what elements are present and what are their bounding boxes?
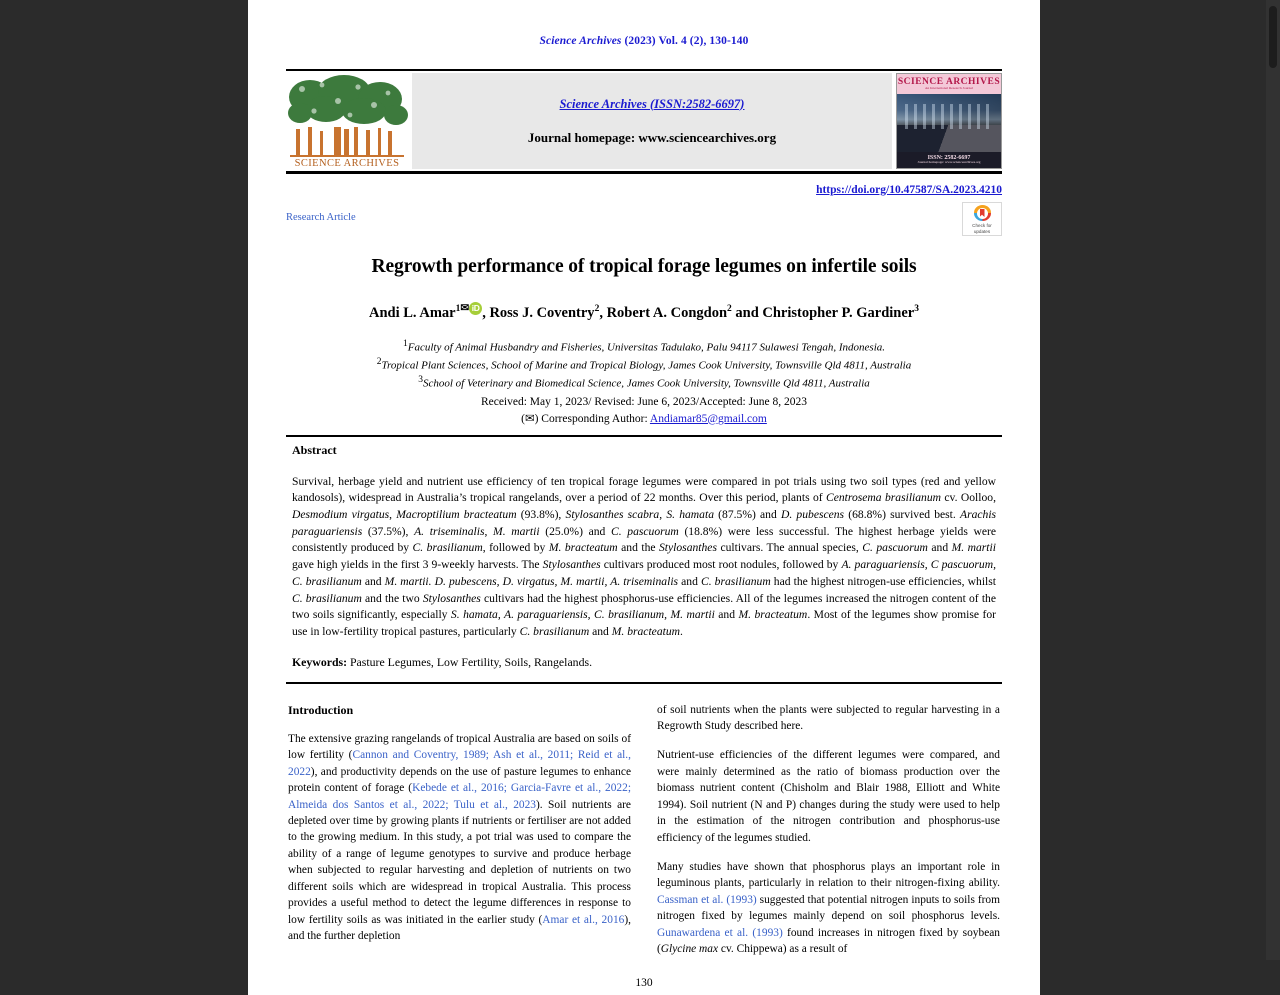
species-name: Desmodium virgatus xyxy=(292,508,390,522)
text-run: had the highest nitrogen-use efficiencies, whilst xyxy=(770,574,997,588)
species-name: S. hamata xyxy=(666,508,714,522)
species-name: A. paraguariensis, C pascuorum, C. brasilianum xyxy=(292,558,996,588)
species-name: C. pascuorum xyxy=(862,541,928,555)
orcid-icon[interactable]: iD xyxy=(469,302,482,315)
author-1-affil-marker: 1 xyxy=(455,304,461,314)
text-run: (25.0%) and xyxy=(539,524,611,538)
author-list xyxy=(288,302,1000,322)
text-run: (37.5%), xyxy=(362,524,415,538)
crossmark-line1: Check for xyxy=(972,222,992,228)
paragraph xyxy=(657,859,1000,958)
cover-url: Journal homepage: www.sciencearchives.org xyxy=(917,160,981,165)
text-run: (93.8%), xyxy=(516,508,566,522)
cover-footer xyxy=(897,152,1001,168)
species-name: C. brasilianum xyxy=(700,574,771,588)
paragraph xyxy=(657,747,1000,846)
text-run: (18.8%) were less successful. The highest herbage yields were consistently produced by xyxy=(292,524,997,555)
text-run: and xyxy=(678,574,701,588)
species-name: M. bracteatum xyxy=(611,624,681,638)
journal-logo-caption: SCIENCE ARCHIVES xyxy=(294,158,400,169)
cover-photo xyxy=(897,94,1001,152)
species-name: S. hamata, A. paraguariensis, C. brasilianum, M. martii xyxy=(450,608,715,622)
running-head xyxy=(248,35,1040,47)
text-run: , followed by xyxy=(482,541,549,555)
text-run: and xyxy=(714,608,739,622)
cover-masthead xyxy=(897,74,1001,94)
left-column-paragraphs xyxy=(288,731,631,944)
text-run: Nutrient-use efficiencies of the different legumes were compared, and were mainly determined as the ratio of biomass production over the biomass nutrient content (Chisholm and Blair 1988, Elliott and White 1994). Soil nutrient (N and P) changes during the study were used to help in the estimation of the nitrogen contribution and phosphorus-use efficiency of the legumes studied. xyxy=(657,749,1000,844)
species-name: Stylosanthes xyxy=(659,541,717,555)
text-run: , xyxy=(659,508,667,522)
cover-issn: ISSN: 2582-6697 xyxy=(927,154,971,161)
text-run: and xyxy=(927,541,952,555)
affiliation-1-marker: 1 xyxy=(402,338,408,349)
affiliation-2-marker: 2 xyxy=(376,357,382,368)
species-name: C. brasilianum xyxy=(412,541,483,555)
section-heading-introduction: Introduction xyxy=(288,702,354,717)
species-name: Macroptilium bracteatum xyxy=(396,508,517,522)
species-name: A. triseminalis xyxy=(414,524,485,538)
species-name: M. bracteatum xyxy=(548,541,618,555)
citation-link[interactable]: Kebede et al., 2016; Garcia-Favre et al., 2022; Almeida dos Santos et al., 2022; Tulu et al., 2023 xyxy=(288,782,631,811)
right-column xyxy=(657,702,1000,971)
abstract-text xyxy=(292,474,996,641)
affiliation-item xyxy=(288,356,1000,374)
text-run: found increases in nitrogen fixed by soybean ( xyxy=(657,926,1000,956)
paragraph xyxy=(288,731,631,944)
doi-row xyxy=(286,180,1002,198)
article-type-label: Research Article xyxy=(286,212,356,223)
journal-logo xyxy=(286,73,408,169)
running-head-volume: (2023) Vol. 4 (2), 130-140 xyxy=(621,35,749,47)
text-run: , xyxy=(389,508,397,522)
text-run: cultivars produced most root nodules, followed by xyxy=(600,558,842,572)
envelope-icon: ✉ xyxy=(460,303,470,314)
logo-ground-line xyxy=(290,155,404,157)
body-columns xyxy=(288,702,1000,971)
corresponding-author xyxy=(288,411,1000,425)
crossmark-icon xyxy=(974,205,991,221)
journal-banner xyxy=(286,69,1002,174)
species-name: Arachis paraguariensis xyxy=(292,508,997,538)
journal-issn-link[interactable]: Science Archives (ISSN:2582-6697) xyxy=(559,96,745,111)
text-run: of soil nutrients when the plants were subjected to regular harvesting in a Regrowth Study described here. xyxy=(657,703,1000,733)
species-name: Stylosanthes scabra xyxy=(565,508,660,522)
vertical-scrollbar[interactable] xyxy=(1266,0,1280,960)
author-2-name: , Ross J. Coventry xyxy=(482,304,595,321)
affiliation-3-marker: 3 xyxy=(418,375,423,386)
corresponding-email-link[interactable]: Andiamar85@gmail.com xyxy=(649,412,767,425)
tree-trunks-icon xyxy=(290,127,402,155)
author-1-name: Andi L. Amar xyxy=(369,304,456,321)
crossmark-line2: updates xyxy=(973,228,991,234)
author-4-affil-marker: 3 xyxy=(914,304,919,314)
species-name: D. pubescens xyxy=(780,508,845,522)
doi-link[interactable]: https://doi.org/10.47587/SA.2023.4210 xyxy=(816,184,1002,196)
keywords-line xyxy=(292,655,996,670)
author-2-affil-marker: 2 xyxy=(594,304,600,314)
text-run: cultivars had the highest phosphorus-use efficiencies. All of the legumes increased the nitrogen content of the two soils significantly, especially xyxy=(292,591,996,622)
citation-link[interactable]: Cassman et al. (1993) xyxy=(657,893,757,906)
citation-link[interactable]: Cannon and Coventry, 1989; Ash et al., 2011; Reid et al., 2022 xyxy=(288,749,631,778)
text-run: (87.5%) and xyxy=(714,508,781,522)
page-title: Regrowth performance of tropical forage legumes on infertile soils xyxy=(371,256,917,277)
left-column xyxy=(288,702,631,971)
abstract-bottom-rule xyxy=(286,682,1002,684)
species-name: M. martii xyxy=(951,541,996,555)
cover-title: SCIENCE ARCHIVES xyxy=(897,76,1001,87)
page-number: 130 xyxy=(635,976,653,989)
corresponding-prefix: (✉) Corresponding Author: xyxy=(521,412,650,425)
species-name: C. brasilianum xyxy=(519,624,590,638)
affiliation-2-text: Tropical Plant Sciences, School of Marine and Tropical Biology, James Cook University, Townsville Qld 4811, Australia xyxy=(381,359,912,372)
text-run: Many studies have shown that phosphorus plays an important role in leguminous plants, particularly in relation to their nitrogen-fixing ability. xyxy=(657,860,1000,890)
text-run: and the two xyxy=(361,591,423,605)
article-dates: Received: May 1, 2023/ Revised: June 6, 2023/Accepted: June 8, 2023 xyxy=(480,395,808,408)
species-name: C. pascuorum xyxy=(610,524,679,538)
author-3-affil-marker: 2 xyxy=(727,304,732,314)
affiliation-item xyxy=(288,338,1000,356)
journal-cover-thumbnail xyxy=(896,73,1002,169)
pdf-page xyxy=(248,0,1040,995)
running-head-journal: Science Archives xyxy=(539,35,622,47)
affiliation-3-text: School of Veterinary and Biomedical Science, James Cook University, Townsville Qld 4811, Australia xyxy=(422,378,870,391)
text-run: ), and productivity depends on the use of pasture legumes to enhance protein content of forage ( xyxy=(288,765,631,795)
abstract-top-rule xyxy=(286,435,1002,437)
citation-link[interactable]: Amar et al., 2016 xyxy=(542,913,625,926)
text-run: gave high yields in the first 3 9-weekly harvests. The xyxy=(292,558,543,572)
species-name: Centrosema brasilianum xyxy=(826,491,942,505)
cover-subtitle: An International Research Journal xyxy=(925,86,973,90)
species-name: Stylosanthes xyxy=(422,591,481,605)
keywords-value: Pasture Legumes, Low Fertility, Soils, Rangelands. xyxy=(347,654,593,669)
scrollbar-thumb[interactable] xyxy=(1269,6,1277,68)
species-name: M. bracteatum xyxy=(738,608,808,622)
keywords-label: Keywords: xyxy=(292,654,348,669)
author-3-name: , Robert A. Congdon xyxy=(599,304,728,321)
affiliation-list xyxy=(288,338,1000,393)
text-run: (68.8%) survived best. xyxy=(844,508,960,522)
text-run: and xyxy=(589,624,612,638)
text-run: ). Soil nutrients are depleted over time by growing plants if nutrients or fertiliser are not added to the growing medium. In this study, a pot trial was used to compare the ability of a range of legume genotypes to survive and produce herbage when subjected to regular harvesting and depletion of nutrients on two different soils which are widespread in tropical Australia. This process provides a useful method to detect the legume differences in response to low fertility soils as was initiated in the earlier study ( xyxy=(288,798,631,926)
species-name: M. martii. D. pubescens, D. virgatus, M. martii, A. triseminalis xyxy=(384,574,679,588)
affiliation-item xyxy=(288,374,1000,392)
text-run: cv. Oolloo, xyxy=(941,491,996,505)
species-name: Stylosanthes xyxy=(542,558,601,572)
journal-homepage: Journal homepage: www.sciencearchives.org xyxy=(527,129,777,145)
text-run: Survival, herbage yield and nutrient use efficiency of ten tropical forage legumes were compared in pot trials using two soil types (red and yellow kandosols), widespread in Australia’s tropical rangelands, over a period of 22 months. Over this period, plants of xyxy=(292,474,996,505)
author-4-name: and Christopher P. Gardiner xyxy=(731,304,915,321)
species-name: C. brasilianum xyxy=(292,591,362,605)
tree-canopy-icon xyxy=(288,75,408,131)
text-run: . xyxy=(680,624,683,638)
text-run: suggested that potential nitrogen inputs to soils from nitrogen fixed by legumes mainly depend on soil phosphorus levels. xyxy=(657,893,1000,923)
article-meta-row xyxy=(286,202,1002,242)
text-run: ), and the further depletion xyxy=(288,913,631,942)
text-run: and xyxy=(361,574,385,588)
affiliation-1-text: Faculty of Animal Husbandry and Fisheries, Universitas Tadulako, Palu 94117 Sulawesi Tengah, Indonesia. xyxy=(407,341,885,354)
species-name: M. martii xyxy=(493,524,540,538)
species-name: Glycine max xyxy=(660,943,719,956)
crossmark-text xyxy=(972,223,992,235)
crossmark-badge[interactable] xyxy=(962,202,1002,236)
text-run: . Most of the legumes show promise for use in low-fertility tropical pastures, particularly xyxy=(292,608,997,638)
banner-center xyxy=(412,73,892,169)
text-run: and the xyxy=(617,541,659,555)
text-run: cv. Chippewa) as a result of xyxy=(718,943,848,956)
text-run: , xyxy=(484,524,494,538)
paragraph xyxy=(657,702,1000,735)
right-column-paragraphs xyxy=(657,702,1000,958)
citation-link[interactable]: Gunawardena et al. (1993) xyxy=(657,926,783,939)
abstract-heading: Abstract xyxy=(292,442,337,457)
text-run: cultivars. The annual species, xyxy=(716,541,863,555)
text-run: The extensive grazing rangelands of tropical Australia are based on soils of low fertility ( xyxy=(288,732,631,762)
